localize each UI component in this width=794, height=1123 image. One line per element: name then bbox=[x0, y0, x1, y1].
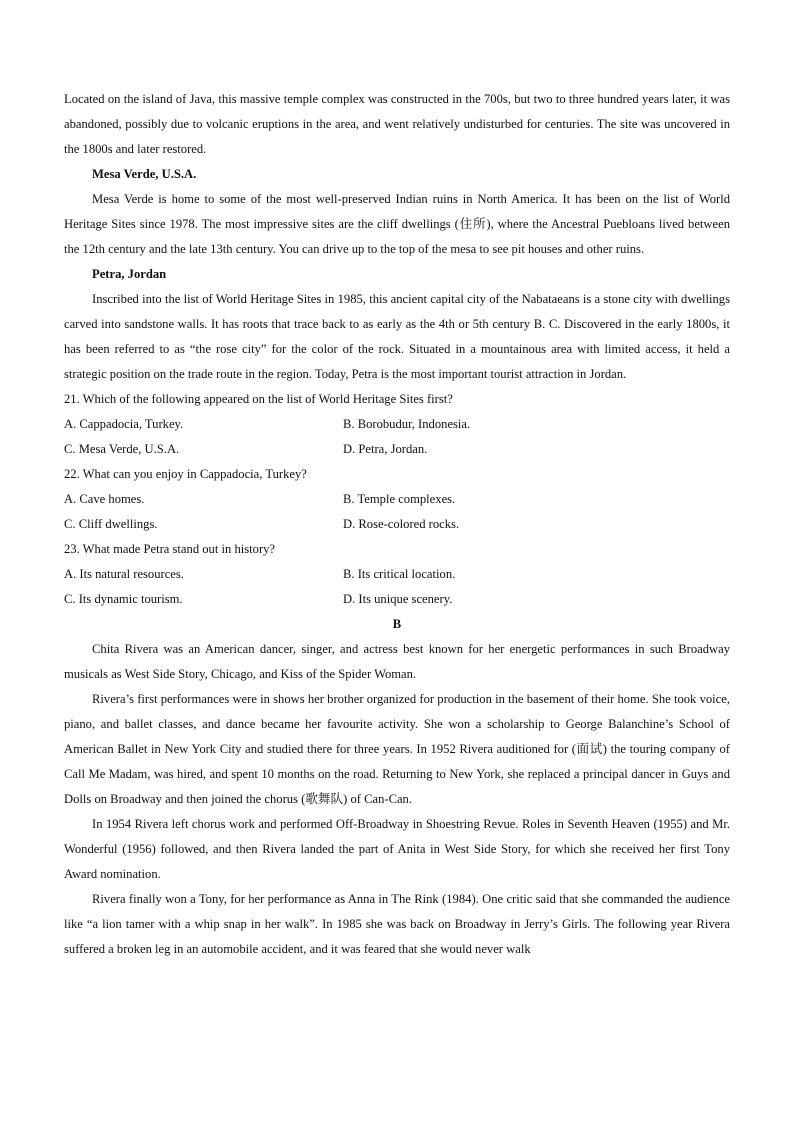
petra-heading: Petra, Jordan bbox=[92, 267, 167, 281]
question-21 bbox=[64, 387, 730, 462]
question-stem: 23. What made Petra stand out in history? bbox=[64, 542, 276, 556]
document-page bbox=[64, 87, 730, 962]
question-23 bbox=[64, 537, 730, 612]
passage-b-paragraph-3: In 1954 Rivera left chorus work and performed Off-Broadway in Shoestring Revue. Roles in Seventh Heaven (1955) and Mr. Wonderful (1956) followed, and then Rivera landed the part of Anita in West Side Story, for which she received her first Tony Award nomination. bbox=[64, 817, 730, 881]
option-b: B. Temple complexes. bbox=[343, 492, 456, 506]
option-c: C. Cliff dwellings. bbox=[64, 517, 158, 531]
petra-paragraph: Inscribed into the list of World Heritage Sites in 1985, this ancient capital city of the Nabataeans is a stone city with dwellings carved into sandstone walls. It has roots that trace back to as early as the 4th or 5th century B. C. Discovered in the early 1800s, it has been referred to as “the rose city” for the color of the rock. Situated in a mountainous area with limited access, it held a strategic position on the trade route in the region. Today, Petra is the most important tourist attraction in Jordan. bbox=[64, 292, 730, 381]
section-b-label: B bbox=[392, 617, 402, 631]
option-c: C. Its dynamic tourism. bbox=[64, 592, 183, 606]
mesa-verde-paragraph: Mesa Verde is home to some of the most well-preserved Indian ruins in North America. It has been on the list of World Heritage Sites since 1978. The most impressive sites are the cliff dwellings (住所), where the Ancestral Puebloans lived between the 12th century and the late 13th century. You can drive up to the top of the mesa to see pit houses and other ruins. bbox=[64, 192, 730, 256]
option-d: D. Petra, Jordan. bbox=[343, 442, 428, 456]
option-b: B. Its critical location. bbox=[343, 567, 456, 581]
option-a: A. Its natural resources. bbox=[64, 567, 184, 581]
question-stem: 22. What can you enjoy in Cappadocia, Turkey? bbox=[64, 467, 307, 481]
passage-b-paragraph-4: Rivera finally won a Tony, for her performance as Anna in The Rink (1984). One critic said that she commanded the audience like “a lion tamer with a whip snap in her walk”. In 1985 she was back on Broadway in Jerry’s Girls. The following year Rivera suffered a broken leg in an automobile accident, and it was feared that she would never walk bbox=[64, 892, 730, 956]
question-stem: 21. Which of the following appeared on the list of World Heritage Sites first? bbox=[64, 392, 453, 406]
passage-a-intro: Located on the island of Java, this massive temple complex was constructed in the 700s, but two to three hundred years later, it was abandoned, possibly due to volcanic eruptions in the area, and went relatively undisturbed for centuries. The site was uncovered in the 1800s and later restored. bbox=[64, 92, 730, 156]
option-a: A. Cave homes. bbox=[64, 492, 145, 506]
option-d: D. Rose-colored rocks. bbox=[343, 517, 460, 531]
option-b: B. Borobudur, Indonesia. bbox=[343, 417, 471, 431]
question-22 bbox=[64, 462, 730, 537]
passage-b-paragraph-2: Rivera’s first performances were in shows her brother organized for production in the basement of their home. She took voice, piano, and ballet classes, and dance became her favourite activity. She won a scholarship to George Balanchine’s School of American Ballet in New York City and studied there for three years. In 1952 Rivera auditioned for (面试) the touring company of Call Me Madam, was hired, and spent 10 months on the road. Returning to New York, she replaced a principal dancer in Guys and Dolls on Broadway and then joined the chorus (歌舞队) of Can-Can. bbox=[64, 692, 730, 806]
mesa-verde-heading: Mesa Verde, U.S.A. bbox=[92, 167, 197, 181]
option-c: C. Mesa Verde, U.S.A. bbox=[64, 442, 180, 456]
option-a: A. Cappadocia, Turkey. bbox=[64, 417, 184, 431]
option-d: D. Its unique scenery. bbox=[343, 592, 453, 606]
passage-b-paragraph-1: Chita Rivera was an American dancer, singer, and actress best known for her energetic performances in such Broadway musicals as West Side Story, Chicago, and Kiss of the Spider Woman. bbox=[64, 642, 730, 681]
